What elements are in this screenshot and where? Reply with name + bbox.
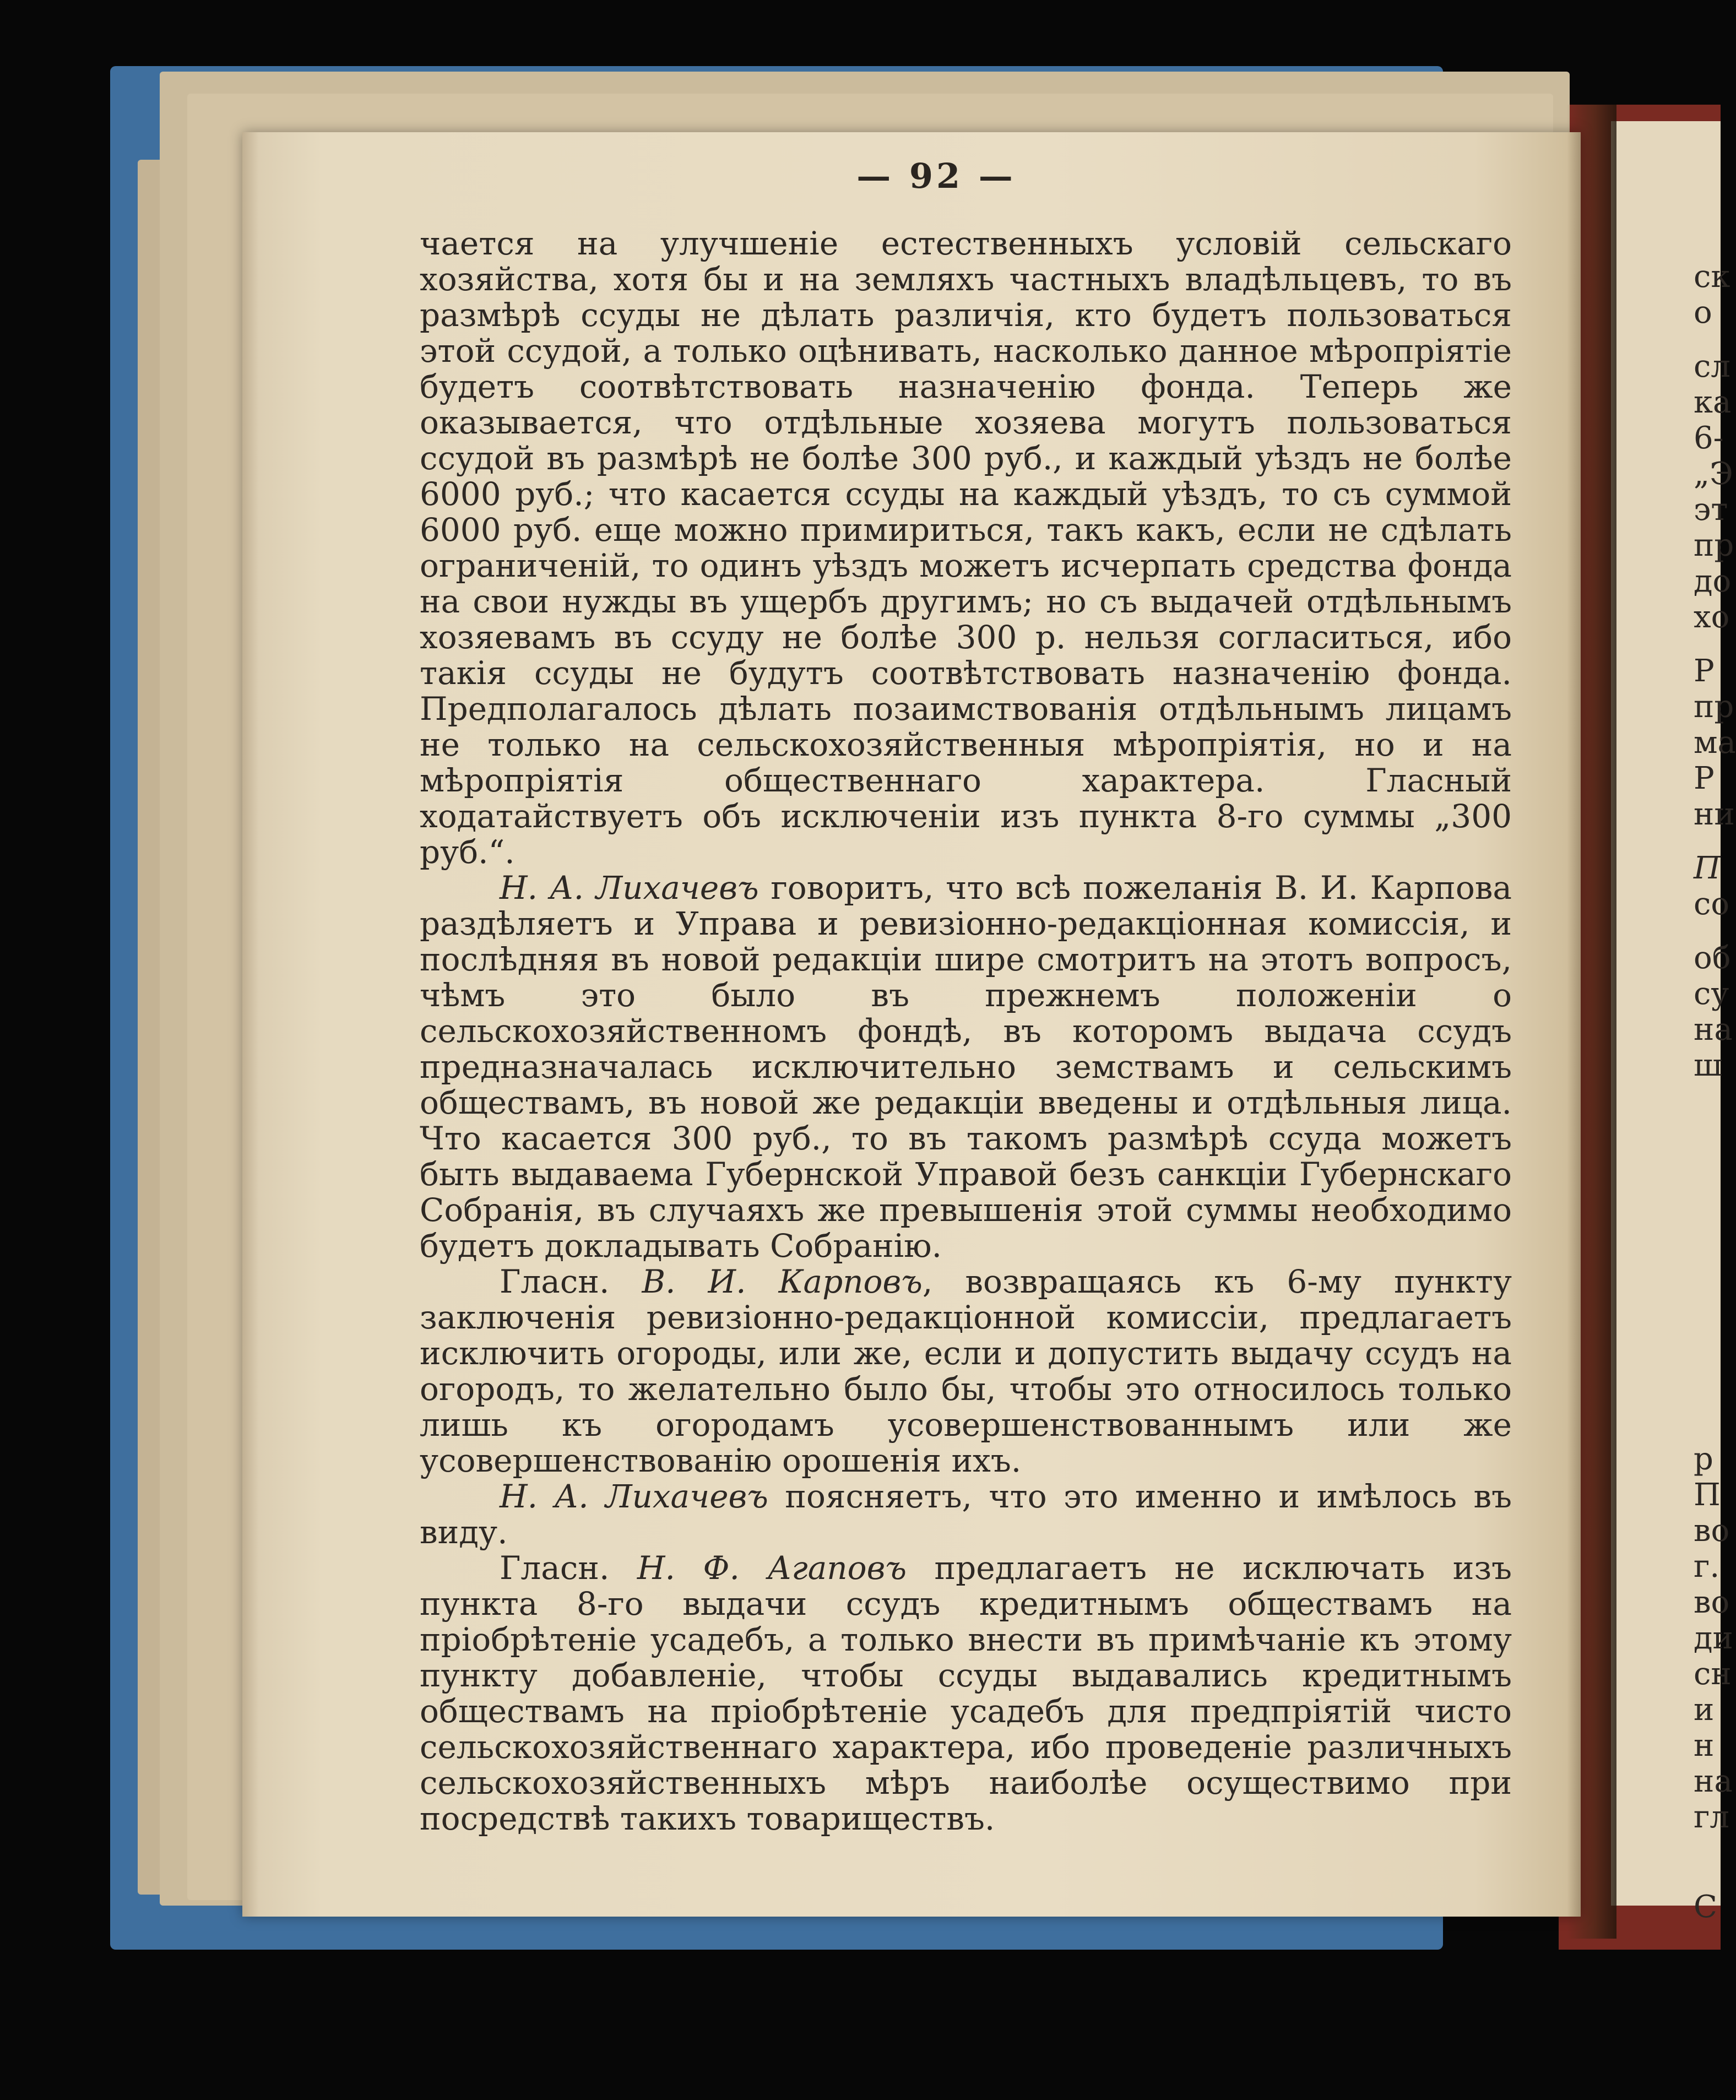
speech-prefix: Гласн. xyxy=(500,1549,637,1587)
fragment-line: во xyxy=(1694,1585,1730,1620)
fragment-line: со xyxy=(1694,886,1730,922)
book-gutter xyxy=(1567,105,1616,1939)
fragment-line: на xyxy=(1694,1763,1733,1799)
fragment-line: С xyxy=(1694,1889,1717,1925)
fragment-spacer xyxy=(1694,1083,1721,1441)
fragment-line: 6- xyxy=(1694,420,1724,456)
speech-paragraph xyxy=(420,1264,1512,1479)
fragment-spacer xyxy=(1694,635,1721,653)
speech-text: , возвращаясь къ 6-му пункту заключенія ревизіонно-редакціонной комиссіи, предлагаетъ исключить огороды, или же, если и допустить выдачу ссудъ на огородъ, то желательно было бы, чтобы это относилось только лишь къ огородамъ усовершенствованнымъ или же усовершенствованію орошенія ихъ. xyxy=(420,1263,1512,1479)
fragment-spacer xyxy=(1694,330,1721,349)
speech-paragraph xyxy=(420,1479,1512,1550)
fragment-line: сн xyxy=(1694,1656,1732,1692)
fragment-line: пр xyxy=(1694,528,1734,563)
fragment-line: о xyxy=(1694,295,1712,330)
fragment-spacer xyxy=(1694,1835,1721,1889)
fragment-line: р xyxy=(1694,1441,1713,1477)
fragment-line: ма xyxy=(1694,725,1736,761)
fragment-line: на xyxy=(1694,1012,1733,1048)
page-shadow xyxy=(242,132,259,1917)
speaker-name: Н. А. Лихачевъ xyxy=(500,1478,768,1515)
fragment-line: ск xyxy=(1694,259,1730,295)
fragment-line: „Э xyxy=(1694,456,1733,492)
fragment-line: и xyxy=(1694,1692,1715,1728)
page-number: — 92 — xyxy=(856,156,1016,196)
fragment-line: эт xyxy=(1694,492,1728,528)
fragment-spacer xyxy=(1694,922,1721,940)
fragment-line: до xyxy=(1694,563,1732,599)
speech-paragraph xyxy=(420,1550,1512,1837)
fragment-line: Р xyxy=(1694,653,1715,689)
fragment-line: ди xyxy=(1694,1620,1733,1656)
fragment-line: П xyxy=(1694,1477,1721,1513)
speaker-name: Н. А. Лихачевъ xyxy=(500,869,759,907)
fragment-line: гл xyxy=(1694,1799,1729,1835)
fragment-line: хо xyxy=(1694,599,1730,635)
speech-text: говоритъ, что всѣ пожеланія В. И. Карпова раздѣляетъ и Управа и ревизіонно-редакціонная комиссія, и послѣдняя въ новой редакціи шире смотритъ на этотъ вопросъ, чѣмъ это было въ прежнемъ положеніи о сельскохозяйственномъ фондѣ, въ которомъ выдача ссудъ предназначалась исключительно земствамъ и сельскимъ обществамъ, въ новой же редакціи введены и отдѣльныя лица. Что касается 300 руб., то въ такомъ размѣрѣ ссуда можетъ быть выдаваема Губернской Управой безъ санкціи Губернскаго Собранія, въ случаяхъ же превышенія этой суммы необходимо будетъ докладывать Собранію. xyxy=(420,869,1512,1265)
speech-prefix: Гласн. xyxy=(500,1263,642,1300)
fragment-line: Р xyxy=(1694,761,1715,796)
speech-text: поясняетъ, что это именно и имѣлось въ виду. xyxy=(420,1478,1512,1551)
fragment-line: пр xyxy=(1694,689,1734,725)
speech-text: предлагаетъ не исключать изъ пункта 8-го выдачи ссудъ кредитнымъ обществамъ на пріобрѣтеніе усадебъ, а только внести въ примѣчаніе къ этому пункту добавленіе, чтобы ссуды выдавались кредитнымъ обществамъ на пріобрѣтеніе усадебъ для предпріятій чисто сельскохозяйственнаго характера, ибо проведеніе различныхъ сельскохозяйственныхъ мѣръ наиболѣе осуществимо при посредствѣ такихъ товариществъ. xyxy=(420,1549,1512,1837)
speaker-name: Н. Ф. Агаповъ xyxy=(637,1549,907,1587)
fragment-spacer xyxy=(1694,832,1721,850)
fragment-line: ш xyxy=(1694,1048,1723,1083)
page-body xyxy=(420,226,1512,1837)
speaker-name: В. И. Карповъ xyxy=(642,1263,923,1300)
fragment-line: об xyxy=(1694,940,1731,976)
fragment-line: г. xyxy=(1694,1549,1720,1585)
paragraph: чается на улучшеніе естественныхъ условій сельскаго хозяйства, хотя бы и на земляхъ частныхъ владѣльцевъ, то въ размѣрѣ ссуды не дѣлать различія, кто будетъ пользоваться этой ссудой, а только оцѣнивать, насколько данное мѣропріятіе будетъ соотвѣтствовать назначенію фонда. Теперь же оказывается, что отдѣльные хозяева могутъ пользоваться ссудой въ размѣрѣ не болѣе 300 руб., и каждый уѣздъ не болѣе 6000 руб.; что касается ссуды на каждый уѣздъ, то съ суммой 6000 руб. еще можно примириться, такъ какъ, если не сдѣлать ограниченій, то одинъ уѣздъ можетъ исчерпать средства фонда на свои нужды въ ущербъ другимъ; но съ выдачей отдѣльнымъ хозяевамъ въ ссуду не болѣе 300 р. нельзя согласиться, ибо такія ссуды не будутъ соотвѣтствовать назначенію фонда. Предполагалось дѣлать позаимствованія отдѣльнымъ лицамъ не только на сельскохозяйственныя мѣропріятія, но и на мѣропріятія общественнаго характера. Гласный ходатайствуетъ объ исключеніи изъ пункта 8-го суммы „300 руб.“. xyxy=(420,225,1512,871)
fragment-line: су xyxy=(1694,976,1729,1012)
fragment-line: ни xyxy=(1694,796,1735,832)
fragment-line: П xyxy=(1694,850,1721,886)
speech-paragraph xyxy=(420,870,1512,1264)
fragment-line: во xyxy=(1694,1513,1730,1549)
fragment-line: н xyxy=(1694,1728,1715,1763)
fragment-line: ка xyxy=(1694,384,1732,420)
facing-page-text-fragments xyxy=(1694,259,1736,1925)
fragment-line: сл xyxy=(1694,349,1730,384)
